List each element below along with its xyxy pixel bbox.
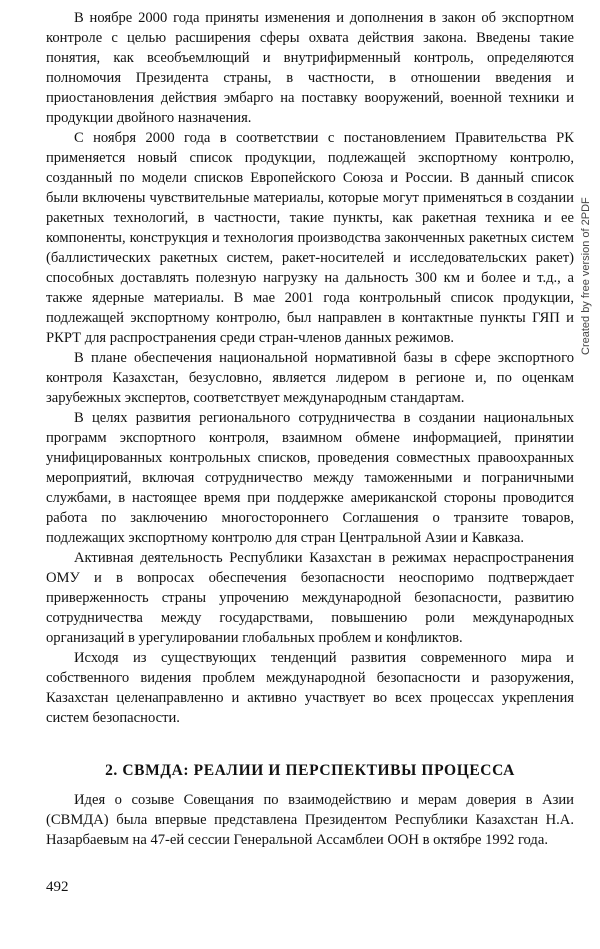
paragraph-national-base: В плане обеспечения национальной нормативной базы в сфере экспортного контроля Казахстан, безусловно, является лидером в регионе и, по оценкам зарубежных экспертов, соответствует международным стандартам. — [46, 350, 574, 406]
paragraph-regional-cooperation: В целях развития регионального сотрудничества в создании национальных программ экспортного контроля, взаимном обмене информацией, принятии унифицированных контрольных списков, проведения совместных правоохранных мероприятий, включая сотрудничество между таможенными и пограничными службами, в настоящее время при поддержке американской стороны проводится работа по заключению многостороннего Соглашения о транзите товаров, подлежащих экспортному контролю для стран Центральной Азии и Кавказа. — [46, 410, 574, 546]
page-number: 492 — [46, 879, 69, 895]
paragraph-security-participation: Исходя из существующих тенденций развития современного мира и собственного видения проблем международной безопасности и разоружения, Казахстан целенаправленно и активно участвует во всех процессах укрепления систем безопасности. — [46, 650, 574, 726]
page-body — [46, 8, 574, 850]
section-title: 2. СВМДА: РЕАЛИИ И ПЕРСПЕКТИВЫ ПРОЦЕССА — [105, 762, 515, 779]
watermark-text: Created by free version of 2PDF — [580, 197, 592, 355]
paragraph-nonproliferation: Активная деятельность Республики Казахстан в режимах нераспространения ОМУ и в вопросах обеспечения безопасности неоспоримо подтверждает приверженность страны упрочению международной безопасности, развитию сотрудничества между государствами, повышению роли международных организаций в урегулировании глобальных проблем и конфликтов. — [46, 550, 574, 646]
paragraph-cica-idea: Идея о созыве Совещания по взаимодействию и мерам доверия в Азии (СВМДА) была впервые представлена Президентом Республики Казахстан Н.А. Назарбаевым на 47-ей сессии Генеральной Ассамблеи ООН в октябре 1992 года. — [46, 792, 574, 848]
paragraph-control-list: С ноября 2000 года в соответствии с постановлением Правительства РК применяется новый список продукции, подлежащей экспортному контролю, созданный по модели списков Европейского Союза и России. В данный список были включены чувствительные материалы, которые могут применяться в создании ракетных технологий, в частности, такие пункты, как ракетная техника и ее компоненты, конструкция и технология производства законченных ракетных систем (баллистических ракетных систем, ракет-носителей и исследовательских ракет) способных доставлять полезную нагрузку на дальность 300 км и более и т.д., а также ядерные материалы. В мае 2001 года контрольный список продукции, подлежащей экспортному контролю, был направлен в контактные пункты ГЯП и РКРТ для распространения среди стран-членов данных режимов. — [46, 130, 574, 346]
paragraph-export-law-amendments: В ноябре 2000 года приняты изменения и дополнения в закон об экспортном контроле с целью расширения сферы охвата действия закона. Введены такие понятия, как всеобъемлющий и внутрифирменный контроль, определяются полномочия Президента страны, в частности, в отношении введения и приостановления действия эмбарго на поставку вооружений, военной техники и продукции двойного назначения. — [46, 10, 574, 126]
